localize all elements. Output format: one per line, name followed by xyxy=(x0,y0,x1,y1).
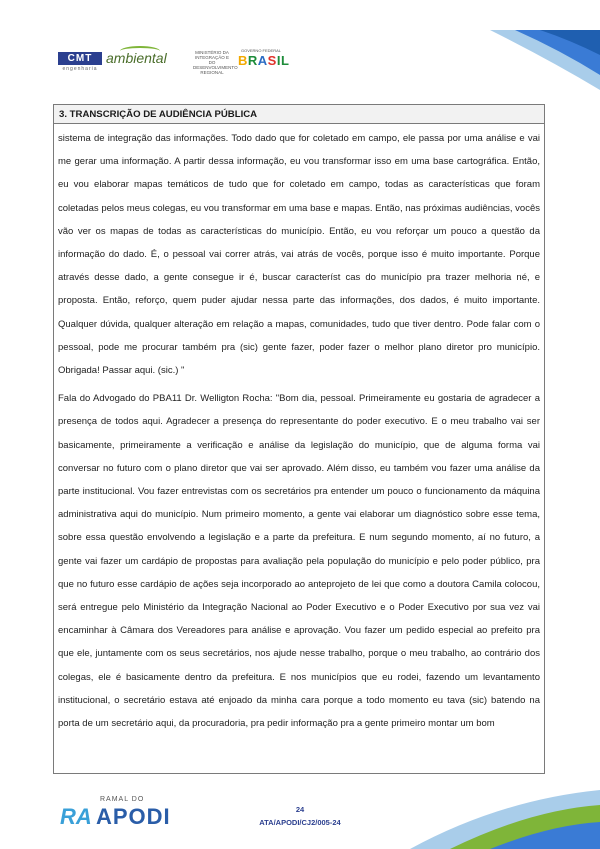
brasil-wordmark: BRASIL xyxy=(238,53,290,68)
ramal-do-text: RAMAL DO xyxy=(100,796,145,803)
footer-wave-decoration xyxy=(410,780,600,849)
cmt-engenharia-logo xyxy=(58,52,102,74)
ambiental-swoosh-icon xyxy=(120,46,160,56)
section-title: 3. TRANSCRIÇÃO DE AUDIÊNCIA PÚBLICA xyxy=(54,105,544,124)
transcription-body xyxy=(58,127,540,735)
paragraph: Fala do Advogado do PBA11 Dr. Welligton Rocha: "Bom dia, pessoal. Primeiramente eu gostaria de agradecer a presença de todos aqui. Agradecer a presença do representante do poder executivo. E o meu trabalho vai ser basicamente, primeiramente a verificação e análise da legislação do município, que de alguma forma vai conversar no futuro com o plano diretor que vai ser aprovado. Além disso, eu também vou fazer uma análise da parte institucional. Vou fazer entrevistas com os secretários pra entender um pouco o funcionamento da máquina administrativa aqui do município. Num primeiro momento, a gente vai elaborar um diagnóstico sobre esse tema, sobre essa questão envolvendo a legislação e a parte da prefeitura. E num segundo momento, aí no futuro, a gente vai fazer um cardápio de propostas para avaliação pela população do município e pelo poder público, pra que no futuro esse cardápio de ações seja incorporado ao anteprojeto de lei que como a doutora Camila colocou, será entregue pelo Ministério da Integração Nacional ao Poder Executivo e o Poder Executivo por sua vez vai encaminhar à Câmara dos Vereadores para análise e aprovação. Vou fazer um pedido especial ao prefeito pra que ele, juntamente com os seus secretários, nos ajude nesse trabalho, porque o meu trabalho, ao contrário dos colegas, ele é basicamente dentro da prefeitura. E nos municípios que eu rodei, fazendo um levantamento institucional, o secretário estava até enjoado da minha cara porque a todo momento eu tava (sic) batendo na porta de um secretário aqui, da procuradoria, pra pedir informação pra a gente primeiro montar um bom xyxy=(58,393,540,730)
governo-federal-text: GOVERNO FEDERAL xyxy=(240,48,281,53)
ambiental-logo xyxy=(106,50,167,66)
ministerio-logo: MINISTÉRIO DA INTEGRAÇÃO E DO DESENVOLVIMENTO REGIONAL xyxy=(193,50,238,75)
cmt-logo-subtitle: engenharia xyxy=(62,66,98,72)
cmt-logo-mark: CMT xyxy=(58,52,102,65)
ra-logo-mark: RA xyxy=(60,804,92,829)
page-number: 24 xyxy=(295,805,305,814)
header-wave-decoration xyxy=(430,30,600,90)
page-header xyxy=(0,0,600,95)
governo-federal-brasil-logo xyxy=(238,48,290,68)
ramal-do-apodi-logo xyxy=(60,796,170,836)
paragraph: sistema de integração das informações. Todo dado que for coletado em campo, ele passa por uma análise e vai me gerar uma informação. A partir dessa informação, eu vou transformar isso em uma base cartográfica. Então, eu vou elaborar mapas temáticos de tudo que for coletado em campo, todas as características que foram coletadas pelos meus colegas, eu vou transformar em uma base e mapas. Então, nas próximas audiências, vocês vão ver os mapas de todas as características do município. Então, eu vou reforçar um pouco a questão da informação do dado. É, o pessoal vai correr atrás, vai atrás de vocês, porque isso é muito importante. Porque através desse dado, a gente consegue ir é, buscar característ cas do município pra trazer melhoria né, e proposta. Então, reforço, quem puder ajudar nessa parte das informações, dos dados, é muito importante. Qualquer dúvida, qualquer alteração em relação a mapas, comunidades, tudo que tiver dentro. Pode falar com o pessoal, pode me procurar também pra (sic) gente fazer, poder fazer o melhor plano diretor pro município. Obrigada! Passar aqui. (sic.) " xyxy=(58,133,540,377)
ambiental-logo-text: ambiental xyxy=(106,50,167,66)
apodi-logo-text: APODI xyxy=(96,804,171,829)
document-code: ATA/APODI/CJ2/005-24 xyxy=(259,818,341,827)
transcription-content-box xyxy=(53,104,545,774)
